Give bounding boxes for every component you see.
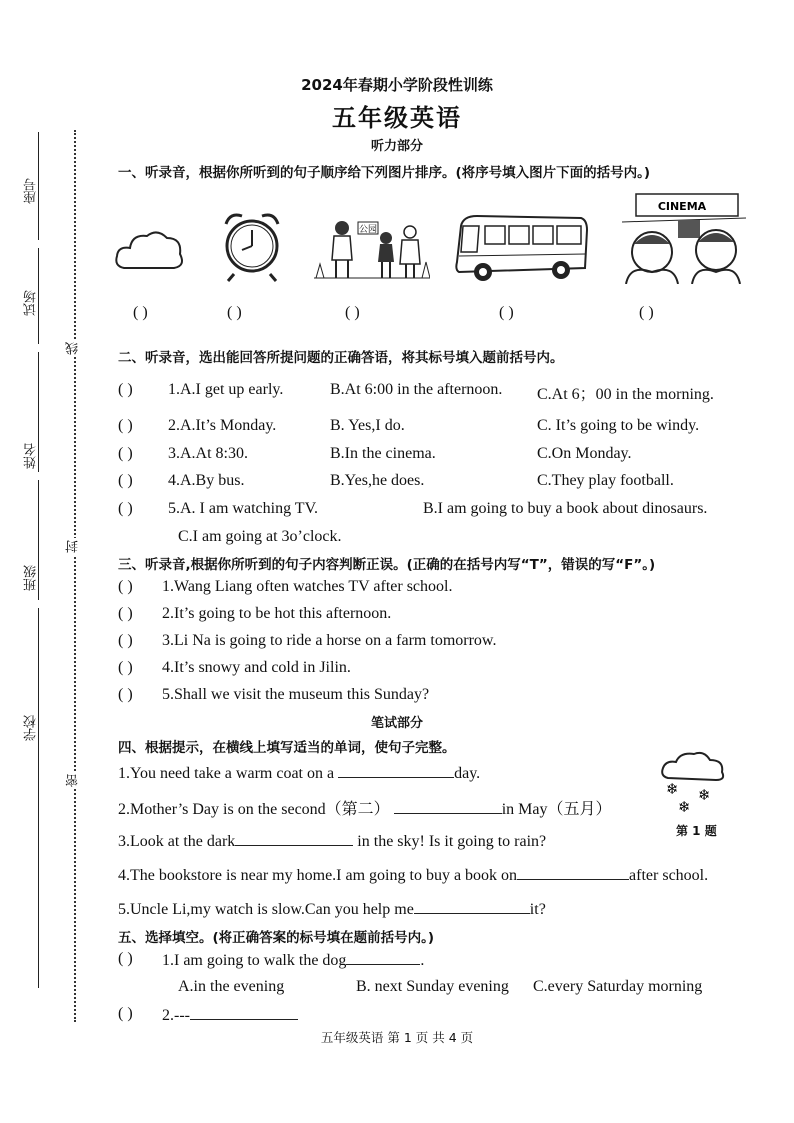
part5-q2-bracket[interactable]: ( ) xyxy=(118,1005,133,1022)
sentence-start: 5.Uncle Li,my watch is slow.Can you help me xyxy=(118,901,414,918)
seal-mark-seal: 封 xyxy=(66,540,81,553)
judge-bracket[interactable]: ( ) xyxy=(118,605,133,622)
page-footer: 五年级英语 第 1 页 共 4 页 xyxy=(320,1030,474,1045)
fill-blank[interactable] xyxy=(338,763,454,778)
option-a: 2.A.It’s Monday. xyxy=(168,417,277,434)
part5-q1-bracket[interactable]: ( ) xyxy=(118,950,133,967)
answer-bracket[interactable]: ( ) xyxy=(118,381,133,398)
option-a: 4.A.By bus. xyxy=(168,472,245,489)
snowflake-icon: ❄ xyxy=(678,798,691,814)
part5-heading: 五、选择填空。(将正确答案的标号填在题前括号内。) xyxy=(118,930,435,946)
part1-bracket-2[interactable]: ( ) xyxy=(227,304,242,321)
part5-q1-option-a: A.in the evening xyxy=(178,978,285,995)
part1-heading: 一、听录音，根据你所听到的句子顺序给下列图片排序。(将序号填入图片下面的括号内。) xyxy=(118,165,651,181)
fill-blank[interactable] xyxy=(414,899,530,914)
sentence-start: 4.The bookstore is near my home.I am going to buy a book on xyxy=(118,867,518,884)
part4-item-3 xyxy=(118,831,546,851)
part4-item-4 xyxy=(118,865,708,885)
subject-title: 五年级英语 xyxy=(332,104,462,132)
alarm-clock-picture xyxy=(216,208,288,284)
part1-bracket-3[interactable]: ( ) xyxy=(345,304,360,321)
sentence-end: after school. xyxy=(629,867,709,884)
sentence-end: in May（五月） xyxy=(501,801,612,818)
option-b: B. Yes,I do. xyxy=(330,417,405,434)
option-a: 5.A. I am watching TV. xyxy=(168,500,319,517)
option-c: C. It’s going to be windy. xyxy=(537,417,700,434)
part4-item-5 xyxy=(118,899,546,919)
statement: 3.Li Na is going to ride a horse on a farm tomorrow. xyxy=(162,632,497,649)
park-sign-text: 公园 xyxy=(358,225,378,235)
option-a: 1.A.I get up early. xyxy=(168,381,284,398)
seal-dotted-line xyxy=(74,130,76,1022)
fill-blank[interactable] xyxy=(394,799,502,814)
snowy-cloud-picture xyxy=(658,750,730,814)
exam-title: 2024年春期小学阶段性训练 xyxy=(301,76,493,94)
sentence-start: 2.Mother’s Day is on the second（第二） xyxy=(118,801,390,818)
part1-bracket-1[interactable]: ( ) xyxy=(133,304,148,321)
question-end: . xyxy=(420,952,425,969)
family-park-picture xyxy=(314,212,430,284)
option-c: C.They play football. xyxy=(537,472,674,489)
school-line xyxy=(38,608,39,988)
part4-item-1 xyxy=(118,763,480,783)
listening-heading: 听力部分 xyxy=(370,139,423,154)
judge-bracket[interactable]: ( ) xyxy=(118,632,133,649)
school-label: 学校 xyxy=(24,715,39,741)
answer-bracket[interactable]: ( ) xyxy=(118,417,133,434)
cloud-picture xyxy=(112,226,186,280)
judge-bracket[interactable]: ( ) xyxy=(118,659,133,676)
part3-heading: 三、听录音,根据你所听到的句子内容判断正误。(正确的在括号内写“T”，错误的写“F”。) xyxy=(118,557,656,573)
statement: 4.It’s snowy and cold in Jilin. xyxy=(162,659,351,676)
option-b: B.Yes,he does. xyxy=(330,472,425,489)
seat-label: 座号 xyxy=(24,178,39,204)
statement: 1.Wang Liang often watches TV after school. xyxy=(162,578,453,595)
judge-bracket[interactable]: ( ) xyxy=(118,686,133,703)
sentence-start: 3.Look at the dark xyxy=(118,833,236,850)
option-c: C.At 6；00 in the morning. xyxy=(537,386,714,403)
exam-room-label: 试场 xyxy=(24,290,39,316)
answer-bracket[interactable]: ( ) xyxy=(118,472,133,489)
class-label: 班级 xyxy=(24,565,39,591)
fill-blank[interactable] xyxy=(190,1005,298,1020)
judge-bracket[interactable]: ( ) xyxy=(118,578,133,595)
option-b: B.In the cinema. xyxy=(330,445,436,462)
answer-bracket[interactable]: ( ) xyxy=(118,445,133,462)
option-b: B.At 6:00 in the afternoon. xyxy=(330,381,503,398)
part4-heading: 四、根据提示，在横线上填写适当的单词，使句子完整。 xyxy=(118,740,456,756)
fill-blank[interactable] xyxy=(517,865,629,880)
fill-blank[interactable] xyxy=(346,950,420,965)
part5-q2 xyxy=(162,1005,298,1025)
part5-q1-option-b: B. next Sunday evening xyxy=(356,978,509,995)
option-c: C.I am going at 3o’clock. xyxy=(178,528,342,545)
seal-mark-line: 线 xyxy=(66,342,81,355)
sentence-end: in the sky! Is it going to rain? xyxy=(353,833,547,850)
sentence-end: day. xyxy=(454,765,481,782)
option-b: B.I am going to buy a book about dinosaurs. xyxy=(423,500,708,517)
answer-bracket[interactable]: ( ) xyxy=(118,500,133,517)
option-a: 3.A.At 8:30. xyxy=(168,445,248,462)
cinema-picture xyxy=(622,192,746,284)
name-label: 姓名 xyxy=(24,443,39,469)
option-c: C.On Monday. xyxy=(537,445,632,462)
snowflake-icon: ❄ xyxy=(666,780,679,798)
part5-q1 xyxy=(162,950,424,970)
statement: 5.Shall we visit the museum this Sunday? xyxy=(162,686,430,703)
written-heading: 笔试部分 xyxy=(370,716,423,731)
bus-picture xyxy=(453,212,589,284)
cinema-sign-text: CINEMA xyxy=(657,200,707,213)
fill-blank[interactable] xyxy=(235,831,353,846)
sentence-start: 1.You need take a warm coat on a xyxy=(118,765,339,782)
question-text: 1.I am going to walk the dog xyxy=(162,952,347,969)
question-text: 2.--- xyxy=(162,1007,190,1024)
part1-bracket-5[interactable]: ( ) xyxy=(639,304,654,321)
snowflake-icon: ❄ xyxy=(698,786,711,804)
seal-mark-secret: 密 xyxy=(66,774,81,787)
part2-heading: 二、听录音，选出能回答所提问题的正确答语，将其标号填入题前括号内。 xyxy=(118,350,564,366)
figure-caption: 第 1 题 xyxy=(676,824,717,838)
statement: 2.It’s going to be hot this afternoon. xyxy=(162,605,392,622)
part1-bracket-4[interactable]: ( ) xyxy=(499,304,514,321)
part4-item-2 xyxy=(118,796,611,819)
part5-q1-option-c: C.every Saturday morning xyxy=(533,978,703,995)
sentence-end: it? xyxy=(529,901,546,918)
